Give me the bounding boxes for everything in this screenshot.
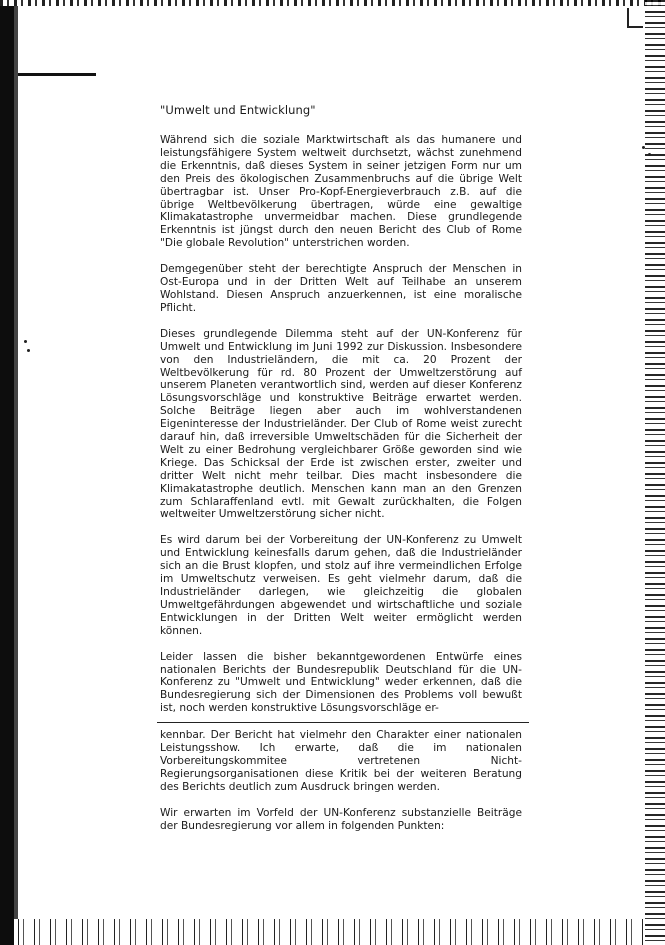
- scan-edge-right: [645, 0, 665, 945]
- scan-speck: [642, 146, 645, 149]
- scan-edge-bottom: [14, 919, 645, 945]
- paragraph: Leider lassen die bisher bekanntgewordenen Entwürfe eines nationalen Berichts der Bundesrepublik Deutschland für die UN-Konferenz zu "Umwelt und Entwicklung" weder erkennen, daß die Bundesregierung sich der Dimensionen des Problems voll bewußt ist, noch werden konstruktive Lösungsvorschläge er-: [160, 650, 522, 715]
- document-title: "Umwelt und Entwicklung": [160, 103, 316, 117]
- scan-speck: [648, 153, 651, 156]
- paragraph: Es wird darum bei der Vorbereitung der UN-Konferenz zu Umwelt und Entwicklung keinesfalls darum gehen, daß die Industrieländer sich an die Brust klopfen, und stolz auf ihre vermeindlichen Erfolge im Umweltschutz verweisen. Es geht vielmehr darum, daß die Industrieländer darlegen, wie gleichzeitig die globalen Umweltgefährdungen abgewendet und wirtschaftliche und soziale Entwicklungen in der Dritten Welt weiter ermöglicht werden können.: [160, 534, 522, 637]
- scan-corner-mark: [627, 8, 643, 28]
- document-body: [160, 103, 522, 846]
- scan-edge-left: [0, 0, 14, 945]
- scan-speck: [24, 340, 27, 343]
- paragraph: Dieses grundlegende Dilemma steht auf der UN-Konferenz für Umwelt und Entwicklung im Juni 1992 zur Diskussion. Insbesondere von den Industrieländern, die mit ca. 20 Prozent der Weltbevölkerung für rd. 80 Prozent der Umweltzerstörung auf unserem Planeten verantwortlich sind, werden auf dieser Konferenz Lösungsvorschläge und konstruktive Beiträge erwartet werden. Solche Beiträge liegen aber auch im wohlverstandenen Eigeninteresse der Industrieländer. Der Club of Rome weist zurecht darauf hin, daß irreversible Umweltschäden für die Sicherheit der Welt zu einer Bedrohung vergleichbarer Größe geworden sind wie Kriege. Das Schicksal der Erde ist zwischen erster, zweiter und dritter Welt nicht mehr teilbar. Dies macht insbesondere die Klimakatastrophe deutlich. Menschen kann man an den Grenzen zum Schlaraffenland evtl. mit Gewalt zurückhalten, die Folgen weltweiter Umweltzerstörung sicher nicht.: [160, 327, 522, 521]
- paragraph: Demgegenüber steht der berechtigte Anspruch der Menschen in Ost-Europa und in der Dritten Welt auf Teilhabe an unserem Wohlstand. Diesen Anspruch anzuerkennen, ist eine moralische Pflicht.: [160, 263, 522, 314]
- paragraph: Wir erwarten im Vorfeld der UN-Konferenz substanzielle Beiträge der Bundesregierung vor allem in folgenden Punkten:: [160, 806, 522, 832]
- scan-mark-line: [18, 73, 96, 76]
- scan-speck: [27, 349, 30, 352]
- scan-edge-left-shadow: [14, 0, 18, 945]
- scan-edge-top: [0, 0, 665, 6]
- page-break-line: [157, 722, 529, 723]
- paragraph: Während sich die soziale Marktwirtschaft als das humanere und leistungsfähigere System weltweit durchsetzt, wächst zunehmend die Erkenntnis, daß dieses System in seiner jetzigen Form nur um den Preis des ökologischen Zusammenbruchs auf die übrige Welt übertragbar ist. Unser Pro-Kopf-Energieverbrauch z.B. auf die übrige Weltbevölkerung übertragen, würde eine gewaltige Klimakatastrophe unvermeidbar machen. Diese grundlegende Erkenntnis ist jüngst durch den neuen Bericht des Club of Rome "Die globale Revolution" unterstrichen worden.: [160, 134, 522, 250]
- paragraph: kennbar. Der Bericht hat vielmehr den Charakter einer nationalen Leistungsshow. Ich erwarte, daß die im nationalen Vorbereitungskommitee vertretenen Nicht-Regierungsorganisationen diese Kritik bei der weiteren Beratung des Berichts deutlich zum Ausdruck bringen werden.: [160, 729, 522, 793]
